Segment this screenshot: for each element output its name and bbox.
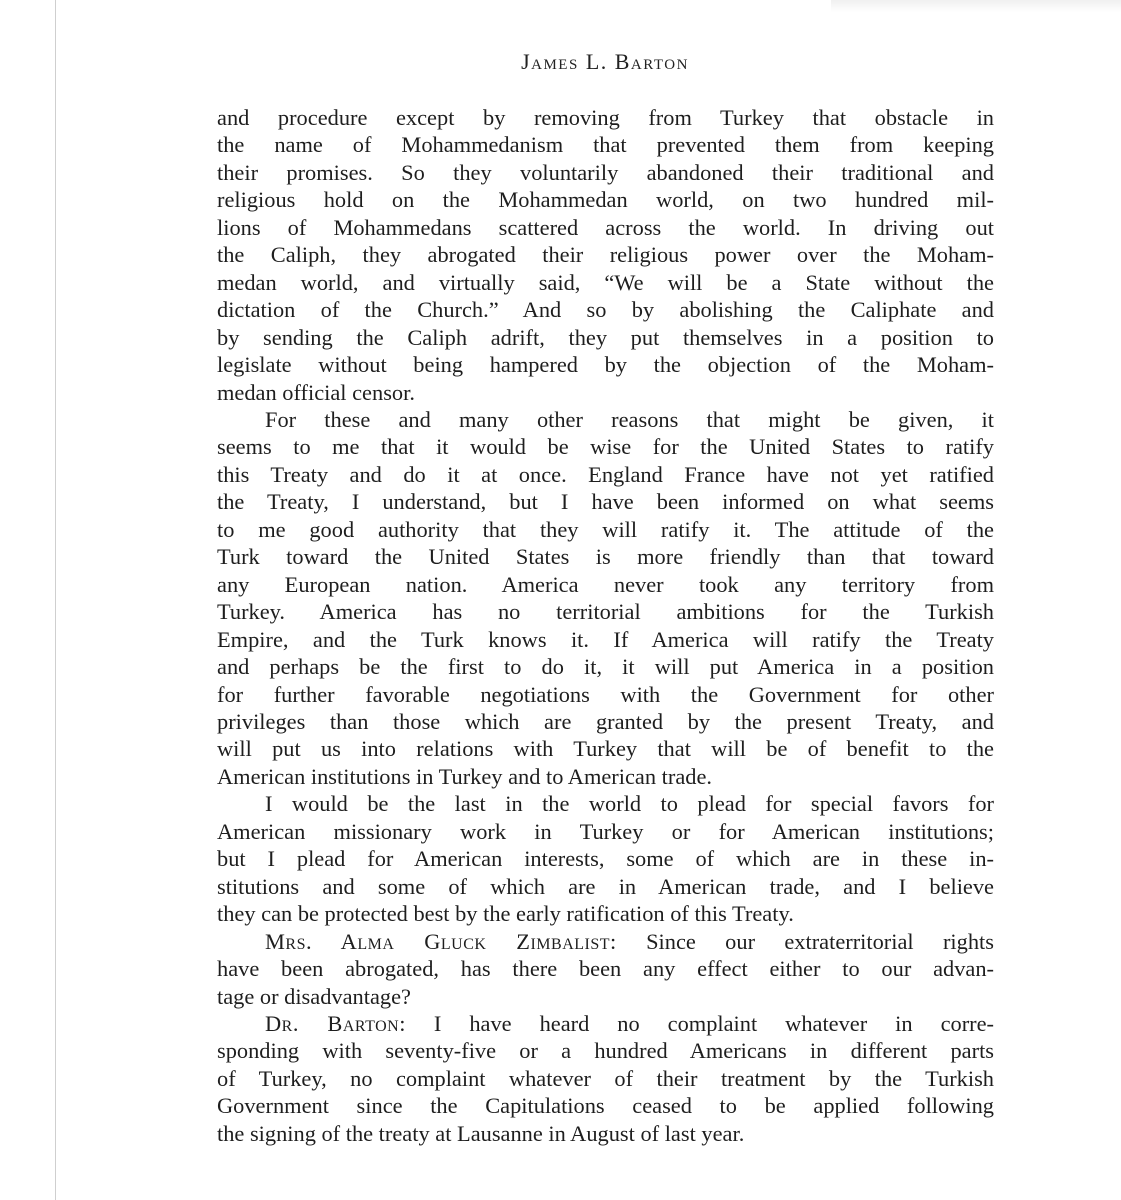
dialogue-paragraph bbox=[217, 928, 994, 1010]
paragraph bbox=[217, 104, 994, 406]
toolbar-shadow bbox=[831, 0, 1121, 12]
text-line: medan world, and virtually said, “We will be a State without the bbox=[217, 269, 994, 295]
dialogue-paragraph bbox=[217, 1010, 994, 1147]
paragraph bbox=[217, 790, 994, 927]
text-line: for further favorable negotiations with the Government for other bbox=[217, 681, 994, 707]
text-line: legislate without being hampered by the objection of the Moham- bbox=[217, 352, 994, 378]
speaker-name: Dr. Barton: bbox=[265, 1010, 406, 1036]
text-line: For these and many other reasons that might be given, it bbox=[265, 406, 994, 432]
text-line: seems to me that it would be wise for the United States to ratify bbox=[217, 434, 994, 460]
text-line: and procedure except by removing from Turkey that obstacle in bbox=[217, 105, 994, 130]
text-line: Empire, and the Turk knows it. If America will ratify the Treaty bbox=[217, 626, 994, 652]
speech-text: Since our extraterritorial rights bbox=[646, 928, 994, 954]
text-line: this Treaty and do it at once. England France have not yet ratified bbox=[217, 461, 994, 487]
text-line: religious hold on the Mohammedan world, on two hundred mil- bbox=[217, 187, 994, 213]
text-line: have been abrogated, has there been any effect either to our advan- bbox=[217, 956, 994, 982]
text-line: the Treaty, I understand, but I have been informed on what seems bbox=[217, 489, 994, 515]
text-line: American missionary work in Turkey or for American institutions; bbox=[217, 818, 994, 844]
text-line: Turkey. America has no territorial ambitions for the Turkish bbox=[217, 599, 994, 625]
text-line bbox=[217, 1010, 994, 1037]
running-head: James L. Barton bbox=[521, 49, 689, 74]
text-line: by sending the Caliph adrift, they put themselves in a position to bbox=[217, 324, 994, 350]
text-line: to me good authority that they will ratify it. The attitude of the bbox=[217, 516, 994, 542]
text-line: the Caliph, they abrogated their religious power over the Moham- bbox=[217, 242, 994, 268]
text-line: stitutions and some of which are in American trade, and I believe bbox=[217, 873, 994, 899]
text-line bbox=[217, 928, 994, 955]
text-line: privileges than those which are granted by the present Treaty, and bbox=[217, 708, 994, 734]
speaker-name: Mrs. Alma Gluck Zimbalist: bbox=[265, 928, 617, 954]
text-line: I would be the last in the world to plead for special favors for bbox=[265, 791, 994, 817]
text-line: will put us into relations with Turkey that will be of benefit to the bbox=[217, 736, 994, 762]
text-line: of Turkey, no complaint whatever of their treatment by the Turkish bbox=[217, 1065, 994, 1091]
text-line: but I plead for American interests, some of which are in these in- bbox=[217, 846, 994, 872]
text-line: their promises. So they voluntarily abandoned their traditional and bbox=[217, 159, 994, 185]
text-line: medan official censor. bbox=[217, 379, 415, 405]
text-line: American institutions in Turkey and to American trade. bbox=[217, 763, 712, 789]
text-line: Turk toward the United States is more friendly than that toward bbox=[217, 544, 994, 570]
text-line: they can be protected best by the early ratification of this Treaty. bbox=[217, 901, 794, 927]
text-line: and perhaps be the first to do it, it will put America in a position bbox=[217, 654, 994, 680]
text-line: the signing of the treaty at Lausanne in August of last year. bbox=[217, 1120, 745, 1146]
page-left-edge bbox=[55, 0, 56, 1200]
speech-text: I have heard no complaint whatever in corre- bbox=[433, 1010, 995, 1036]
page-body bbox=[217, 104, 994, 1147]
paragraph bbox=[217, 406, 994, 790]
text-line: lions of Mohammedans scattered across the world. In driving out bbox=[217, 214, 994, 240]
text-line: dictation of the Church.” And so by abolishing the Caliphate and bbox=[217, 297, 994, 323]
text-line: the name of Mohammedanism that prevented them from keeping bbox=[217, 132, 994, 158]
text-line: Government since the Capitulations ceased to be applied following bbox=[217, 1093, 994, 1119]
text-line: any European nation. America never took any territory from bbox=[217, 571, 994, 597]
text-line: tage or disadvantage? bbox=[217, 983, 411, 1009]
text-line: sponding with seventy-five or a hundred Americans in different parts bbox=[217, 1038, 994, 1064]
